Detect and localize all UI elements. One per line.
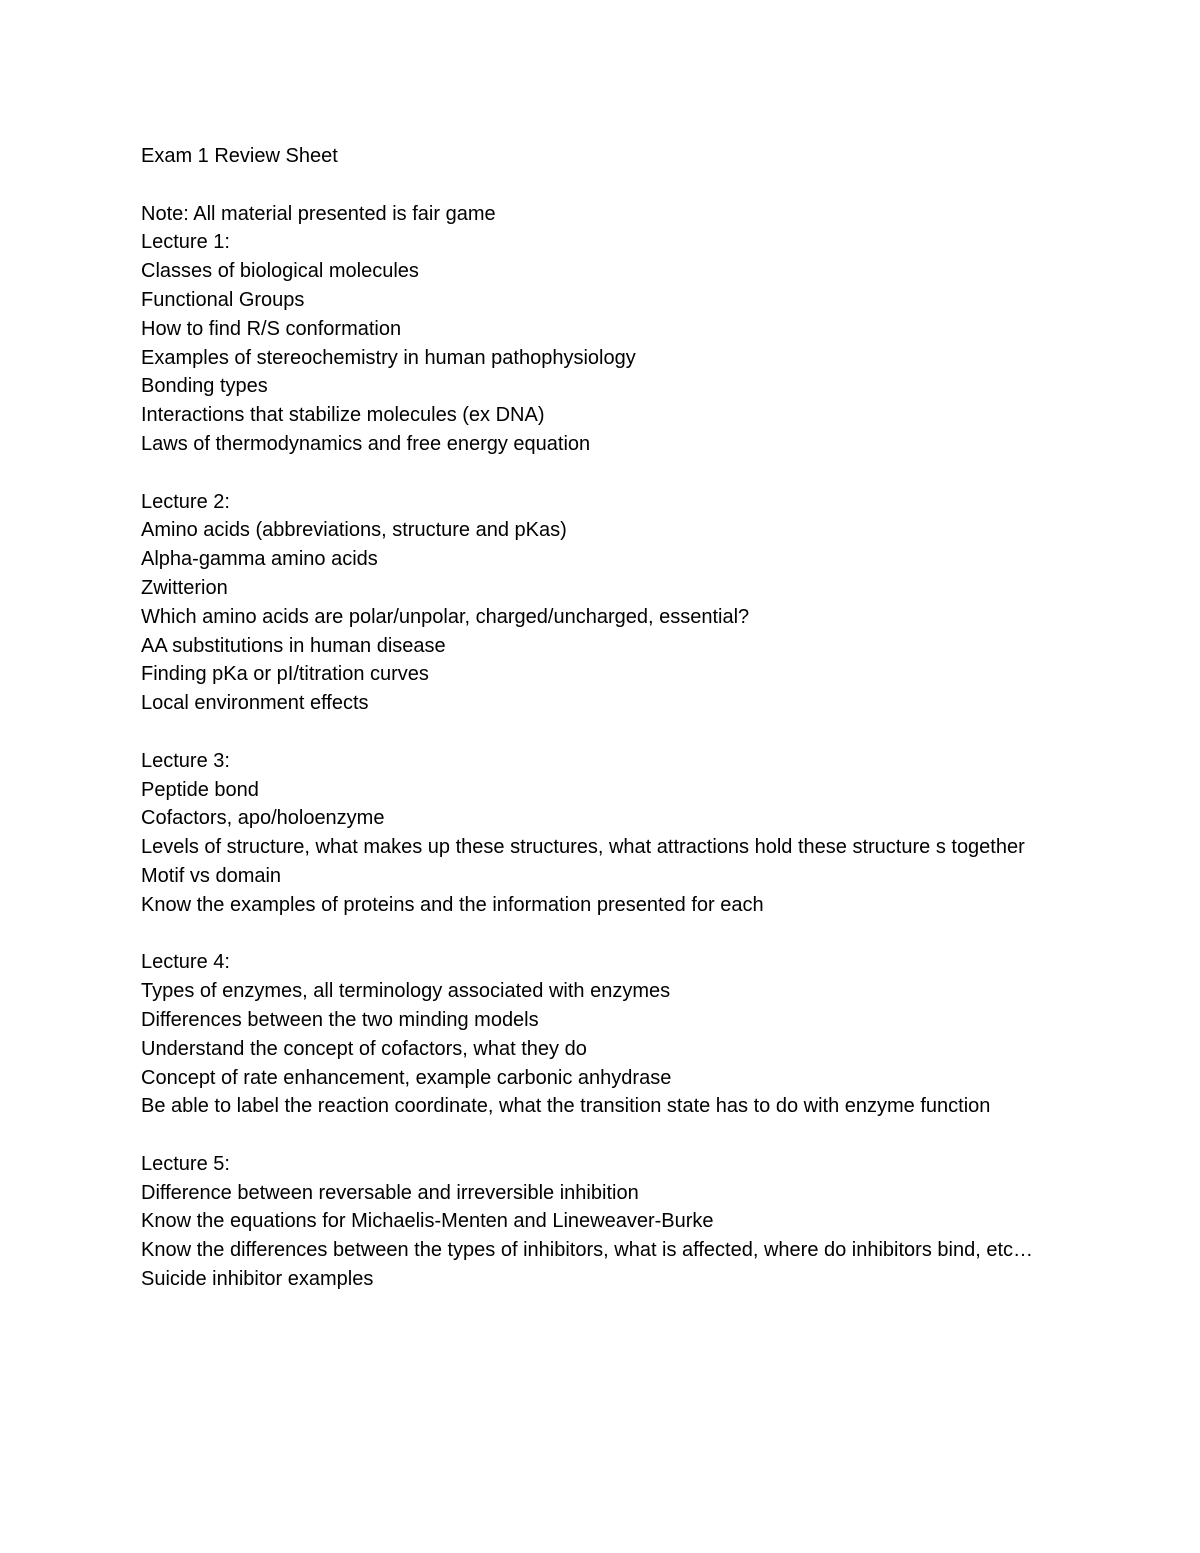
lecture-item: Interactions that stabilize molecules (ex DNA) <box>141 404 545 427</box>
lecture-item: Understand the concept of cofactors, what they do <box>141 1037 587 1060</box>
lecture-item: Be able to label the reaction coordinate, what the transition state has to do with enzyme function <box>141 1095 991 1118</box>
lecture-item: Cofactors, apo/holoenzyme <box>141 807 385 830</box>
lecture-item: Know the differences between the types of inhibitors, what is affected, where do inhibitors bind, etc… <box>141 1239 1034 1262</box>
lecture-4-section <box>141 948 1041 1121</box>
lecture-item: Classes of biological molecules <box>141 260 419 283</box>
lecture-item: Alpha-gamma amino acids <box>141 548 378 571</box>
lecture-item: Finding pKa or pI/titration curves <box>141 663 429 686</box>
lecture-item: Know the equations for Michaelis-Menten and Lineweaver-Burke <box>141 1210 714 1233</box>
lecture-item: Concept of rate enhancement, example carbonic anhydrase <box>141 1066 672 1089</box>
lecture-item: Types of enzymes, all terminology associated with enzymes <box>141 980 671 1003</box>
lecture-item: Know the examples of proteins and the information presented for each <box>141 893 764 916</box>
lecture-item: Which amino acids are polar/unpolar, charged/uncharged, essential? <box>141 605 750 628</box>
lecture-item: AA substitutions in human disease <box>141 634 446 657</box>
lecture-1-section <box>141 228 1041 458</box>
lecture-item: Suicide inhibitor examples <box>141 1268 374 1291</box>
lecture-2-section <box>141 488 1041 718</box>
document-note: Note: All material presented is fair game <box>141 202 496 225</box>
lecture-item: Examples of stereochemistry in human pathophysiology <box>141 346 636 369</box>
lecture-item: Difference between reversable and irreversible inhibition <box>141 1181 639 1204</box>
lecture-heading: Lecture 1: <box>141 231 230 254</box>
lecture-item: Zwitterion <box>141 576 228 599</box>
lecture-item: Motif vs domain <box>141 864 282 887</box>
lecture-item: Peptide bond <box>141 778 259 801</box>
lecture-heading: Lecture 3: <box>141 749 230 772</box>
lecture-item: Amino acids (abbreviations, structure and pKas) <box>141 519 567 542</box>
document-body <box>141 142 1041 1294</box>
lecture-item: Local environment effects <box>141 692 369 715</box>
lecture-heading: Lecture 5: <box>141 1152 230 1175</box>
lecture-item: Bonding types <box>141 375 268 398</box>
lecture-item: Differences between the two minding models <box>141 1008 539 1031</box>
lecture-3-section <box>141 747 1041 920</box>
document-title: Exam 1 Review Sheet <box>141 145 338 167</box>
spacer <box>141 171 1041 200</box>
lecture-item: Levels of structure, what makes up these structures, what attractions hold these structure s together <box>141 836 1025 859</box>
lecture-item: Functional Groups <box>141 288 305 311</box>
lecture-heading: Lecture 2: <box>141 490 230 513</box>
lecture-item: How to find R/S conformation <box>141 317 402 340</box>
lecture-5-section <box>141 1150 1041 1294</box>
lecture-item: Laws of thermodynamics and free energy equation <box>141 432 591 455</box>
lecture-heading: Lecture 4: <box>141 951 230 974</box>
